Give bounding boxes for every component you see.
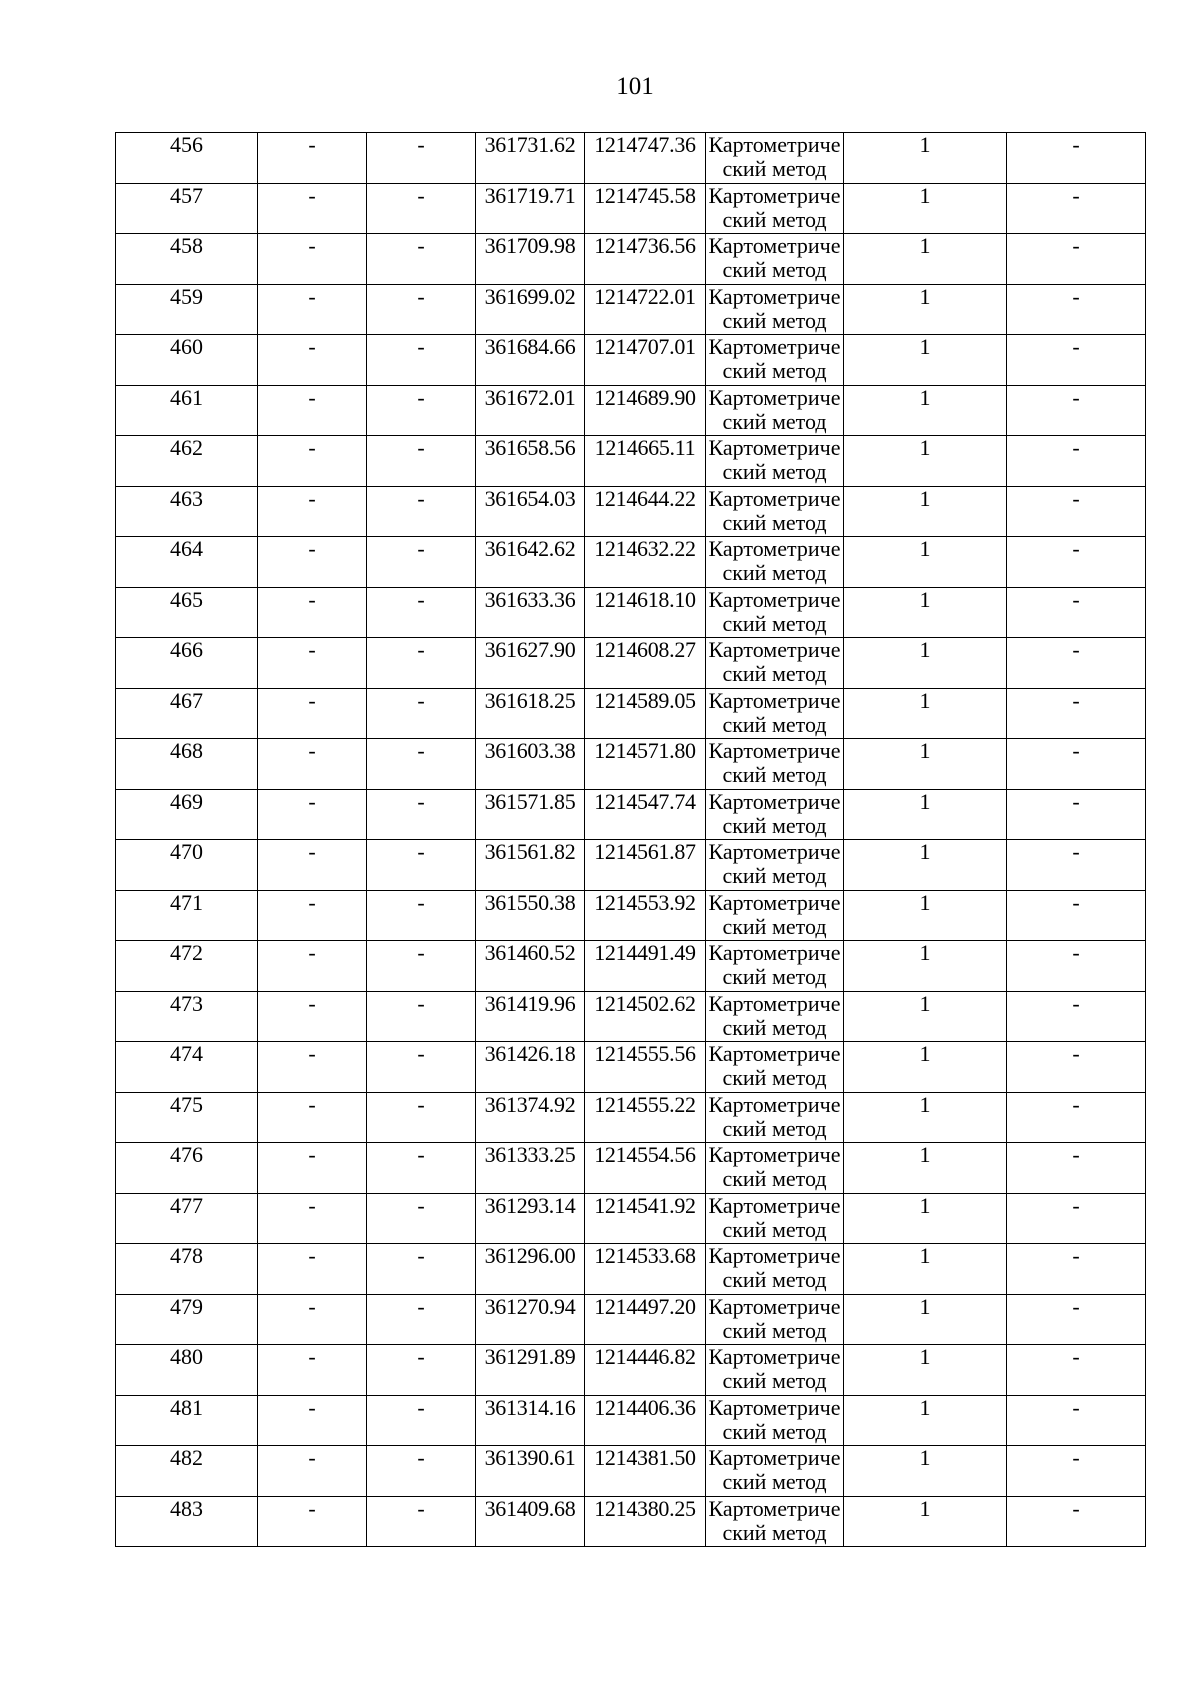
dash-cell: - (258, 1042, 367, 1093)
y-coordinate-cell: 1214608.27 (585, 638, 706, 689)
accuracy-cell: 1 (844, 1244, 1007, 1295)
table-row (116, 1345, 1146, 1396)
method-cell: Картометрический метод (706, 789, 844, 840)
table-row (116, 991, 1146, 1042)
method-cell: Картометрический метод (706, 1294, 844, 1345)
accuracy-cell: 1 (844, 840, 1007, 891)
point-number-cell: 465 (116, 587, 258, 638)
y-coordinate-cell: 1214589.05 (585, 688, 706, 739)
table-row (116, 183, 1146, 234)
dash-cell: - (367, 789, 476, 840)
method-cell: Картометрический метод (706, 385, 844, 436)
x-coordinate-cell: 361603.38 (476, 739, 585, 790)
method-cell: Картометрический метод (706, 436, 844, 487)
table-row (116, 133, 1146, 184)
accuracy-cell: 1 (844, 486, 1007, 537)
table-row (116, 1496, 1146, 1547)
method-cell: Картометрический метод (706, 335, 844, 386)
table-row (116, 1193, 1146, 1244)
table-row (116, 688, 1146, 739)
dash-cell: - (367, 991, 476, 1042)
x-coordinate-cell: 361550.38 (476, 890, 585, 941)
method-cell: Картометрический метод (706, 486, 844, 537)
table-row (116, 587, 1146, 638)
method-cell: Картометрический метод (706, 890, 844, 941)
dash-cell: - (1007, 587, 1146, 638)
point-number-cell: 466 (116, 638, 258, 689)
dash-cell: - (367, 183, 476, 234)
accuracy-cell: 1 (844, 688, 1007, 739)
dash-cell: - (1007, 688, 1146, 739)
method-cell: Картометрический метод (706, 1345, 844, 1396)
table-row (116, 1143, 1146, 1194)
x-coordinate-cell: 361618.25 (476, 688, 585, 739)
x-coordinate-cell: 361374.92 (476, 1092, 585, 1143)
dash-cell: - (258, 890, 367, 941)
point-number-cell: 467 (116, 688, 258, 739)
dash-cell: - (1007, 1496, 1146, 1547)
x-coordinate-cell: 361291.89 (476, 1345, 585, 1396)
y-coordinate-cell: 1214491.49 (585, 941, 706, 992)
dash-cell: - (258, 638, 367, 689)
dash-cell: - (1007, 1446, 1146, 1497)
dash-cell: - (1007, 890, 1146, 941)
y-coordinate-cell: 1214618.10 (585, 587, 706, 638)
y-coordinate-cell: 1214665.11 (585, 436, 706, 487)
table-row (116, 739, 1146, 790)
dash-cell: - (258, 486, 367, 537)
y-coordinate-cell: 1214707.01 (585, 335, 706, 386)
point-number-cell: 483 (116, 1496, 258, 1547)
dash-cell: - (367, 1193, 476, 1244)
dash-cell: - (367, 941, 476, 992)
table-row (116, 890, 1146, 941)
method-cell: Картометрический метод (706, 991, 844, 1042)
x-coordinate-cell: 361419.96 (476, 991, 585, 1042)
accuracy-cell: 1 (844, 1092, 1007, 1143)
y-coordinate-cell: 1214632.22 (585, 537, 706, 588)
y-coordinate-cell: 1214547.74 (585, 789, 706, 840)
dash-cell: - (258, 1092, 367, 1143)
y-coordinate-cell: 1214497.20 (585, 1294, 706, 1345)
accuracy-cell: 1 (844, 890, 1007, 941)
method-cell: Картометрический метод (706, 587, 844, 638)
dash-cell: - (367, 890, 476, 941)
dash-cell: - (367, 1143, 476, 1194)
accuracy-cell: 1 (844, 991, 1007, 1042)
dash-cell: - (258, 1294, 367, 1345)
dash-cell: - (1007, 1395, 1146, 1446)
point-number-cell: 469 (116, 789, 258, 840)
table-row (116, 1244, 1146, 1295)
dash-cell: - (367, 385, 476, 436)
y-coordinate-cell: 1214555.56 (585, 1042, 706, 1093)
x-coordinate-cell: 361270.94 (476, 1294, 585, 1345)
dash-cell: - (367, 1294, 476, 1345)
accuracy-cell: 1 (844, 234, 1007, 285)
dash-cell: - (258, 840, 367, 891)
x-coordinate-cell: 361658.56 (476, 436, 585, 487)
table-row (116, 537, 1146, 588)
dash-cell: - (258, 587, 367, 638)
method-cell: Картометрический метод (706, 688, 844, 739)
y-coordinate-cell: 1214689.90 (585, 385, 706, 436)
table-row (116, 234, 1146, 285)
accuracy-cell: 1 (844, 1446, 1007, 1497)
x-coordinate-cell: 361627.90 (476, 638, 585, 689)
method-cell: Картометрический метод (706, 1395, 844, 1446)
method-cell: Картометрический метод (706, 638, 844, 689)
dash-cell: - (367, 739, 476, 790)
dash-cell: - (258, 1496, 367, 1547)
coordinates-table (115, 132, 1146, 1547)
x-coordinate-cell: 361333.25 (476, 1143, 585, 1194)
accuracy-cell: 1 (844, 284, 1007, 335)
method-cell: Картометрический метод (706, 840, 844, 891)
point-number-cell: 462 (116, 436, 258, 487)
x-coordinate-cell: 361672.01 (476, 385, 585, 436)
dash-cell: - (1007, 840, 1146, 891)
dash-cell: - (367, 537, 476, 588)
table-row (116, 789, 1146, 840)
x-coordinate-cell: 361314.16 (476, 1395, 585, 1446)
table-row (116, 436, 1146, 487)
x-coordinate-cell: 361684.66 (476, 335, 585, 386)
method-cell: Картометрический метод (706, 133, 844, 184)
dash-cell: - (1007, 1294, 1146, 1345)
dash-cell: - (367, 638, 476, 689)
point-number-cell: 461 (116, 385, 258, 436)
dash-cell: - (367, 840, 476, 891)
table-row (116, 1294, 1146, 1345)
dash-cell: - (1007, 234, 1146, 285)
method-cell: Картометрический метод (706, 1092, 844, 1143)
dash-cell: - (367, 688, 476, 739)
point-number-cell: 475 (116, 1092, 258, 1143)
dash-cell: - (1007, 183, 1146, 234)
method-cell: Картометрический метод (706, 1496, 844, 1547)
accuracy-cell: 1 (844, 1143, 1007, 1194)
accuracy-cell: 1 (844, 1395, 1007, 1446)
accuracy-cell: 1 (844, 133, 1007, 184)
point-number-cell: 463 (116, 486, 258, 537)
dash-cell: - (1007, 1092, 1146, 1143)
x-coordinate-cell: 361571.85 (476, 789, 585, 840)
dash-cell: - (367, 133, 476, 184)
accuracy-cell: 1 (844, 739, 1007, 790)
dash-cell: - (1007, 133, 1146, 184)
dash-cell: - (258, 183, 367, 234)
dash-cell: - (258, 1244, 367, 1295)
point-number-cell: 474 (116, 1042, 258, 1093)
dash-cell: - (1007, 537, 1146, 588)
table-row (116, 1042, 1146, 1093)
page-number: 101 (616, 73, 654, 100)
accuracy-cell: 1 (844, 1042, 1007, 1093)
point-number-cell: 457 (116, 183, 258, 234)
y-coordinate-cell: 1214736.56 (585, 234, 706, 285)
method-cell: Картометрический метод (706, 1143, 844, 1194)
accuracy-cell: 1 (844, 1496, 1007, 1547)
method-cell: Картометрический метод (706, 1244, 844, 1295)
point-number-cell: 456 (116, 133, 258, 184)
dash-cell: - (258, 1345, 367, 1396)
point-number-cell: 482 (116, 1446, 258, 1497)
dash-cell: - (258, 789, 367, 840)
y-coordinate-cell: 1214745.58 (585, 183, 706, 234)
accuracy-cell: 1 (844, 436, 1007, 487)
dash-cell: - (1007, 1345, 1146, 1396)
table-row (116, 1092, 1146, 1143)
dash-cell: - (367, 1042, 476, 1093)
y-coordinate-cell: 1214722.01 (585, 284, 706, 335)
accuracy-cell: 1 (844, 1294, 1007, 1345)
x-coordinate-cell: 361654.03 (476, 486, 585, 537)
x-coordinate-cell: 361460.52 (476, 941, 585, 992)
x-coordinate-cell: 361699.02 (476, 284, 585, 335)
dash-cell: - (258, 335, 367, 386)
x-coordinate-cell: 361293.14 (476, 1193, 585, 1244)
y-coordinate-cell: 1214747.36 (585, 133, 706, 184)
point-number-cell: 459 (116, 284, 258, 335)
dash-cell: - (1007, 284, 1146, 335)
accuracy-cell: 1 (844, 335, 1007, 386)
accuracy-cell: 1 (844, 941, 1007, 992)
x-coordinate-cell: 361642.62 (476, 537, 585, 588)
dash-cell: - (1007, 638, 1146, 689)
table-body (116, 133, 1146, 1547)
method-cell: Картометрический метод (706, 234, 844, 285)
point-number-cell: 460 (116, 335, 258, 386)
point-number-cell: 458 (116, 234, 258, 285)
x-coordinate-cell: 361426.18 (476, 1042, 585, 1093)
y-coordinate-cell: 1214571.80 (585, 739, 706, 790)
accuracy-cell: 1 (844, 1193, 1007, 1244)
x-coordinate-cell: 361390.61 (476, 1446, 585, 1497)
x-coordinate-cell: 361731.62 (476, 133, 585, 184)
dash-cell: - (258, 941, 367, 992)
dash-cell: - (367, 234, 476, 285)
y-coordinate-cell: 1214380.25 (585, 1496, 706, 1547)
dash-cell: - (1007, 739, 1146, 790)
dash-cell: - (258, 436, 367, 487)
y-coordinate-cell: 1214541.92 (585, 1193, 706, 1244)
dash-cell: - (367, 335, 476, 386)
dash-cell: - (367, 587, 476, 638)
x-coordinate-cell: 361296.00 (476, 1244, 585, 1295)
accuracy-cell: 1 (844, 183, 1007, 234)
x-coordinate-cell: 361409.68 (476, 1496, 585, 1547)
method-cell: Картометрический метод (706, 739, 844, 790)
dash-cell: - (367, 486, 476, 537)
x-coordinate-cell: 361561.82 (476, 840, 585, 891)
dash-cell: - (258, 385, 367, 436)
dash-cell: - (1007, 1193, 1146, 1244)
dash-cell: - (1007, 789, 1146, 840)
dash-cell: - (1007, 436, 1146, 487)
dash-cell: - (1007, 1042, 1146, 1093)
point-number-cell: 479 (116, 1294, 258, 1345)
y-coordinate-cell: 1214533.68 (585, 1244, 706, 1295)
y-coordinate-cell: 1214555.22 (585, 1092, 706, 1143)
y-coordinate-cell: 1214553.92 (585, 890, 706, 941)
dash-cell: - (1007, 1143, 1146, 1194)
accuracy-cell: 1 (844, 537, 1007, 588)
accuracy-cell: 1 (844, 789, 1007, 840)
dash-cell: - (367, 436, 476, 487)
dash-cell: - (258, 1143, 367, 1194)
dash-cell: - (367, 1395, 476, 1446)
dash-cell: - (1007, 991, 1146, 1042)
dash-cell: - (258, 537, 367, 588)
method-cell: Картометрический метод (706, 1042, 844, 1093)
method-cell: Картометрический метод (706, 284, 844, 335)
y-coordinate-cell: 1214561.87 (585, 840, 706, 891)
method-cell: Картометрический метод (706, 1193, 844, 1244)
dash-cell: - (367, 1244, 476, 1295)
table-row (116, 335, 1146, 386)
dash-cell: - (258, 991, 367, 1042)
dash-cell: - (1007, 941, 1146, 992)
y-coordinate-cell: 1214381.50 (585, 1446, 706, 1497)
y-coordinate-cell: 1214406.36 (585, 1395, 706, 1446)
dash-cell: - (258, 688, 367, 739)
x-coordinate-cell: 361633.36 (476, 587, 585, 638)
table-row (116, 1446, 1146, 1497)
dash-cell: - (367, 1446, 476, 1497)
point-number-cell: 464 (116, 537, 258, 588)
dash-cell: - (1007, 1244, 1146, 1295)
method-cell: Картометрический метод (706, 1446, 844, 1497)
method-cell: Картометрический метод (706, 183, 844, 234)
dash-cell: - (1007, 486, 1146, 537)
point-number-cell: 476 (116, 1143, 258, 1194)
y-coordinate-cell: 1214446.82 (585, 1345, 706, 1396)
point-number-cell: 468 (116, 739, 258, 790)
point-number-cell: 477 (116, 1193, 258, 1244)
dash-cell: - (258, 234, 367, 285)
dash-cell: - (258, 739, 367, 790)
point-number-cell: 478 (116, 1244, 258, 1295)
dash-cell: - (258, 1193, 367, 1244)
table-row (116, 1395, 1146, 1446)
method-cell: Картометрический метод (706, 537, 844, 588)
point-number-cell: 481 (116, 1395, 258, 1446)
point-number-cell: 480 (116, 1345, 258, 1396)
table-row (116, 486, 1146, 537)
table-row (116, 638, 1146, 689)
dash-cell: - (367, 1496, 476, 1547)
table-row (116, 385, 1146, 436)
dash-cell: - (1007, 385, 1146, 436)
dash-cell: - (367, 284, 476, 335)
dash-cell: - (258, 1446, 367, 1497)
table-row (116, 284, 1146, 335)
dash-cell: - (258, 284, 367, 335)
dash-cell: - (258, 133, 367, 184)
table-row (116, 941, 1146, 992)
point-number-cell: 472 (116, 941, 258, 992)
dash-cell: - (258, 1395, 367, 1446)
dash-cell: - (1007, 335, 1146, 386)
accuracy-cell: 1 (844, 587, 1007, 638)
method-cell: Картометрический метод (706, 941, 844, 992)
x-coordinate-cell: 361719.71 (476, 183, 585, 234)
accuracy-cell: 1 (844, 1345, 1007, 1396)
point-number-cell: 471 (116, 890, 258, 941)
accuracy-cell: 1 (844, 385, 1007, 436)
accuracy-cell: 1 (844, 638, 1007, 689)
dash-cell: - (367, 1345, 476, 1396)
point-number-cell: 473 (116, 991, 258, 1042)
point-number-cell: 470 (116, 840, 258, 891)
table-row (116, 840, 1146, 891)
dash-cell: - (367, 1092, 476, 1143)
x-coordinate-cell: 361709.98 (476, 234, 585, 285)
y-coordinate-cell: 1214502.62 (585, 991, 706, 1042)
y-coordinate-cell: 1214554.56 (585, 1143, 706, 1194)
y-coordinate-cell: 1214644.22 (585, 486, 706, 537)
